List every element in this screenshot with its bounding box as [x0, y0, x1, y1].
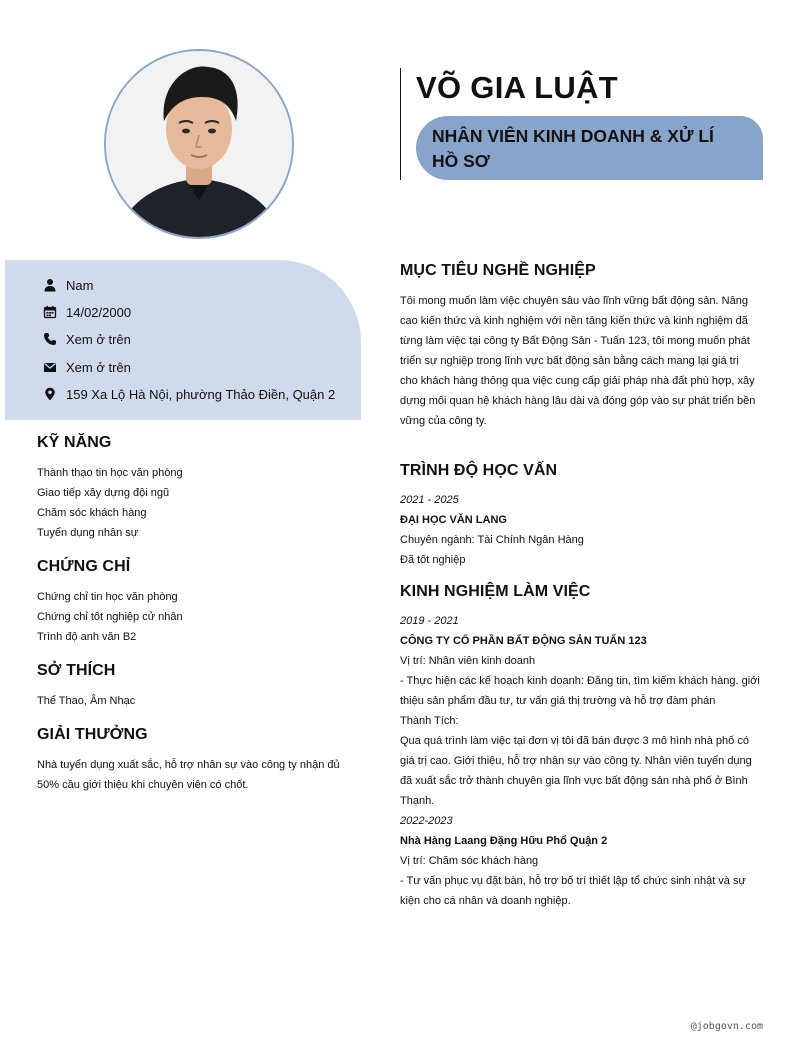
- phone-icon: [43, 332, 57, 346]
- hobbies-list: [37, 691, 357, 711]
- gender-value: Nam: [66, 277, 94, 293]
- avatar: [106, 51, 292, 237]
- list-item: Tuyển dụng nhân sự: [37, 527, 139, 539]
- objective-heading: MỤC TIÊU NGHỀ NGHIỆP: [400, 262, 596, 279]
- education-entry: [400, 490, 763, 570]
- job-line: đã xuất sắc trở thành chuyên gia lĩnh vực bất động sản nhà phố ở Bình: [400, 775, 748, 787]
- list-item: Chứng chỉ tốt nghiệp cử nhân: [37, 611, 183, 623]
- job-line: Thạnh.: [400, 795, 435, 807]
- job-period: 2022-2023: [400, 815, 453, 827]
- job-line: - Thực hiện các kế hoạch kinh doanh: Đăng tin, tìm kiếm khách hàng. giới: [400, 675, 760, 687]
- objective-line: từng làm việc tại công ty Bất Động Sản - Tuấn 123, tôi mong muốn phát: [400, 335, 750, 347]
- education-period: 2021 - 2025: [400, 494, 459, 506]
- award-line: Nhà tuyển dụng xuất sắc, hỗ trợ nhân sự vào công ty nhận đủ: [37, 759, 340, 771]
- birthday-value: 14/02/2000: [66, 304, 132, 320]
- job-line: Vị trí: Chăm sóc khách hàng: [400, 855, 539, 867]
- skills-list: [37, 463, 357, 543]
- experience-job: [400, 811, 763, 911]
- list-item: Giao tiếp xây dựng đội ngũ: [37, 487, 170, 499]
- education-major: Chuyên ngành: Tài Chính Ngân Hàng: [400, 534, 584, 546]
- job-title-banner: [416, 116, 763, 180]
- job-line: kiện cho cá nhân và doanh nghiệp.: [400, 895, 571, 907]
- awards-heading: GIẢI THƯỞNG: [37, 726, 148, 743]
- objective-line: dựng mối quan hệ khách hàng lâu dài và đóng góp vào sự phát triển bền: [400, 395, 756, 407]
- job-line: giá trị cao. Giới thiệu, hỗ trợ nhân sự vào công ty. Nhân viên tuyển dụng: [400, 755, 752, 767]
- awards-text: [37, 755, 367, 795]
- mail-icon: [43, 360, 57, 374]
- job-period: 2019 - 2021: [400, 615, 459, 627]
- objective-text: [400, 291, 763, 431]
- list-item: Chăm sóc khách hàng: [37, 507, 147, 519]
- job-line: Thành Tích:: [400, 715, 459, 727]
- watermark: @jobgovn.com: [690, 1021, 763, 1032]
- contact-birthday: [43, 301, 131, 323]
- contact-email: [43, 356, 131, 378]
- certificates-list: [37, 587, 357, 647]
- user-icon: [43, 278, 57, 292]
- contact-address: [43, 383, 335, 405]
- certificates-heading: CHỨNG CHỈ: [37, 558, 131, 575]
- profile-photo: [104, 49, 294, 239]
- education-status: Đã tốt nghiệp: [400, 554, 466, 566]
- objective-line: cho khách hàng thông qua việc cung cấp giải pháp nhà đất phù hợp, xây: [400, 375, 755, 387]
- contact-gender: [43, 274, 93, 296]
- hobbies-text: Thể Thao, Âm Nhạc: [37, 695, 136, 707]
- contact-phone: [43, 328, 131, 350]
- award-line: 50% cầu giới thiệu khi chuyên viên có chốt.: [37, 779, 249, 791]
- experience-heading: KINH NGHIỆM LÀM VIỆC: [400, 583, 591, 600]
- job-line: thiệu sản phẩm đầu tư, tư vấn giá thị trường và hỗ trợ đàm phán: [400, 695, 716, 707]
- objective-line: Tôi mong muốn làm việc chuyên sâu vào lĩnh vững bất động sản. Nâng: [400, 295, 748, 307]
- job-title: NHÂN VIÊN KINH DOANH & XỬ LÍ HỒ SƠ: [432, 126, 714, 171]
- education-heading: TRÌNH ĐỘ HỌC VẤN: [400, 462, 558, 479]
- full-name: VÕ GIA LUẬT: [416, 70, 618, 105]
- name-divider: [400, 68, 401, 180]
- contact-panel: [5, 260, 361, 420]
- hobbies-heading: SỞ THÍCH: [37, 662, 116, 679]
- phone-value: Xem ở trên: [66, 331, 131, 347]
- list-item: Thành thạo tin học văn phòng: [37, 467, 183, 479]
- skills-heading: KỸ NĂNG: [37, 434, 112, 451]
- job-line: - Tư vấn phục vụ đặt bàn, hỗ trợ bố trí thiết lập tổ chức sinh nhật và sự: [400, 875, 746, 887]
- job-line: Qua quá trình làm việc tại đơn vị tôi đã bán được 3 mô hình nhà phố có: [400, 735, 749, 747]
- experience-job: [400, 611, 763, 811]
- objective-line: triển sự nghiệp trong lĩnh vực bất động sản bằng cách mang lại giá trị: [400, 355, 739, 367]
- email-value: Xem ở trên: [66, 359, 131, 375]
- list-item: Chứng chỉ tin học văn phòng: [37, 591, 178, 603]
- objective-line: vững của công ty.: [400, 415, 487, 427]
- list-item: Trình độ anh văn B2: [37, 631, 137, 643]
- objective-line: cao kiến thức và kinh nghiệm với nền tảng kiến thức và kinh nghiệm đã: [400, 315, 748, 327]
- address-value: 159 Xa Lộ Hà Nội, phường Thảo Điền, Quận 2: [66, 386, 336, 402]
- job-line: Vị trí: Nhân viên kinh doanh: [400, 655, 536, 667]
- education-school: ĐẠI HỌC VĂN LANG: [400, 514, 507, 526]
- calendar-icon: [43, 305, 57, 319]
- experience-list: [400, 611, 763, 911]
- job-company: Nhà Hàng Laang Đặng Hữu Phổ Quận 2: [400, 835, 608, 847]
- job-company: CÔNG TY CỔ PHẦN BẤT ĐỘNG SẢN TUẤN 123: [400, 635, 647, 647]
- location-pin-icon: [43, 387, 57, 401]
